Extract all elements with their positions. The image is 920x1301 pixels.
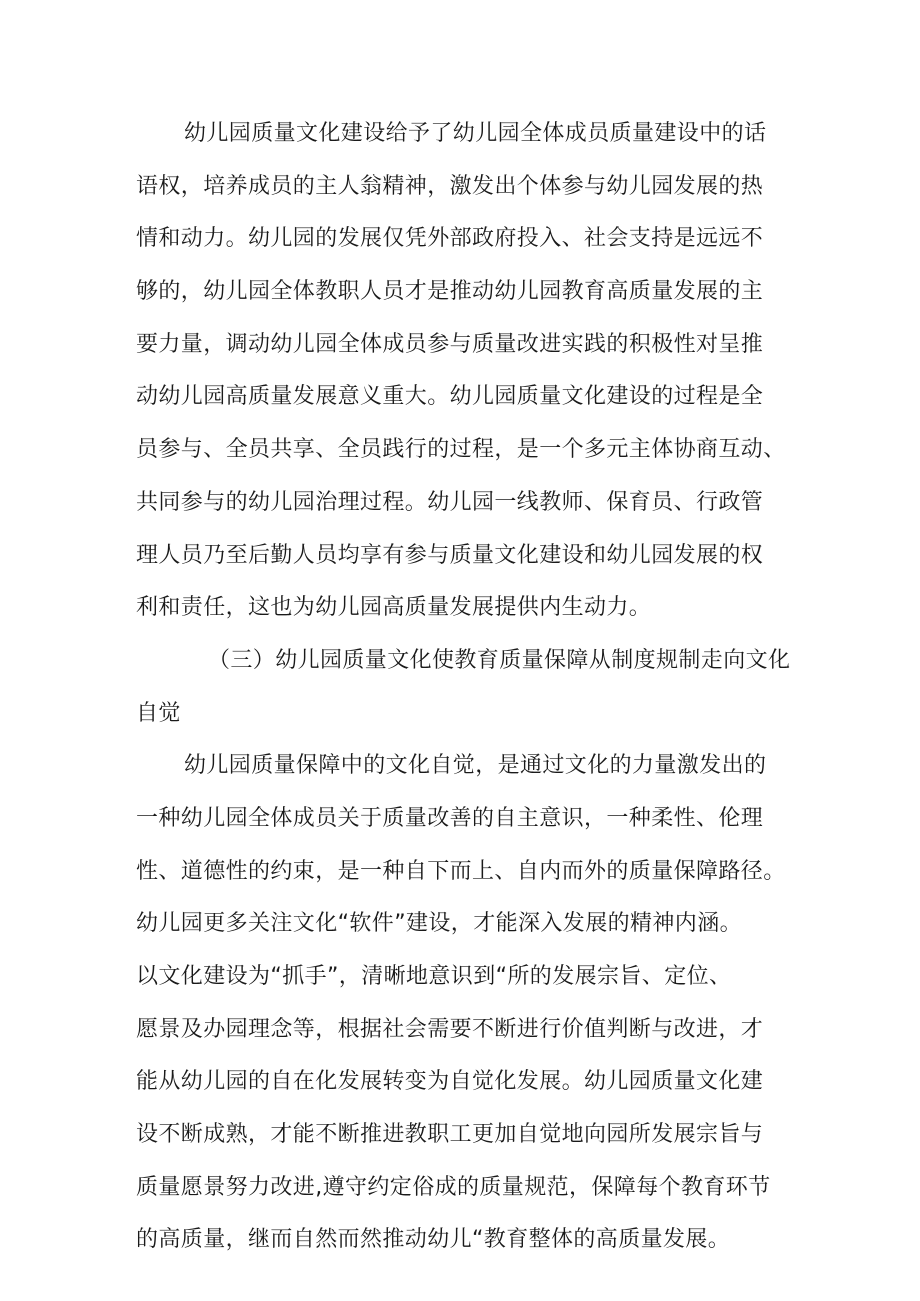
paragraph-line: 性、道德性的约束，是一种自下而上、自内而外的质量保障路径。 (136, 858, 786, 884)
paragraph-line: 利和责任，这也为幼儿园高质量发展提供内生动力。 (136, 595, 652, 621)
paragraph-line: 幼儿园质量文化建设给予了幼儿园全体成员质量建设中的话 (184, 121, 767, 146)
document-body (136, 108, 808, 1267)
paragraph-line: 幼儿园质量保障中的文化自觉，是通过文化的力量激发出的 (184, 753, 767, 779)
section-heading-line: （三）幼儿园质量文化使教育质量保障从制度规制走向文化 (208, 647, 791, 673)
paragraph-line: 设不断成熟，才能不断推进教职工更加自觉地向园所发展宗旨与 (136, 1122, 764, 1148)
paragraph-line: 的高质量，继而自然而然推动幼儿“教育整体的高质量发展。 (136, 1227, 731, 1253)
paragraph-line: 员参与、全员共享、全员践行的过程，是一个多元主体协商互动、 (136, 437, 786, 463)
paragraph-line: 要力量，调动幼儿园全体成员参与质量改进实践的积极性对呈推 (136, 331, 764, 357)
paragraph-line: 能从幼儿园的自在化发展转变为自觉化发展。幼儿园质量文化建 (136, 1069, 764, 1095)
paragraph-line: 理人员乃至后勤人员均享有参与质量文化建设和幼儿园发展的权 (136, 542, 764, 568)
paragraph-line: 够的，幼儿园全体教职人员才是推动幼儿园教育高质量发展的主 (136, 279, 764, 305)
paragraph-line: 共同参与的幼儿园治理过程。幼儿园一线教师、保育员、行政管 (136, 489, 764, 515)
section-heading-line: 自觉 (136, 700, 181, 726)
paragraph-line: 以文化建设为“抓手”，清晰地意识到“所的发展宗旨、定位、 (136, 964, 732, 989)
paragraph-line: 语权，培养成员的主人翁精神，激发出个体参与幼儿园发展的热 (136, 173, 764, 199)
paragraph-line: 一种幼儿园全体成员关于质量改善的自主意识，一种柔性、伦理 (136, 805, 764, 831)
paragraph-line: 动幼儿园高质量发展意义重大。幼儿园质量文化建设的过程是全 (136, 384, 764, 410)
paragraph-line: 情和动力。幼儿园的发展仅凭外部政府投入、社会支持是远远不 (136, 226, 764, 252)
paragraph-line: 愿景及办园理念等，根据社会需要不断进行价值判断与改进，才 (136, 1016, 764, 1042)
paragraph-line: 质量愿景努力改进,遵守约定俗成的质量规范，保障每个教育环节 (136, 1174, 771, 1200)
paragraph-line: 幼儿园更多关注文化“软件”建设，才能深入发展的精神内涵。 (136, 911, 742, 937)
